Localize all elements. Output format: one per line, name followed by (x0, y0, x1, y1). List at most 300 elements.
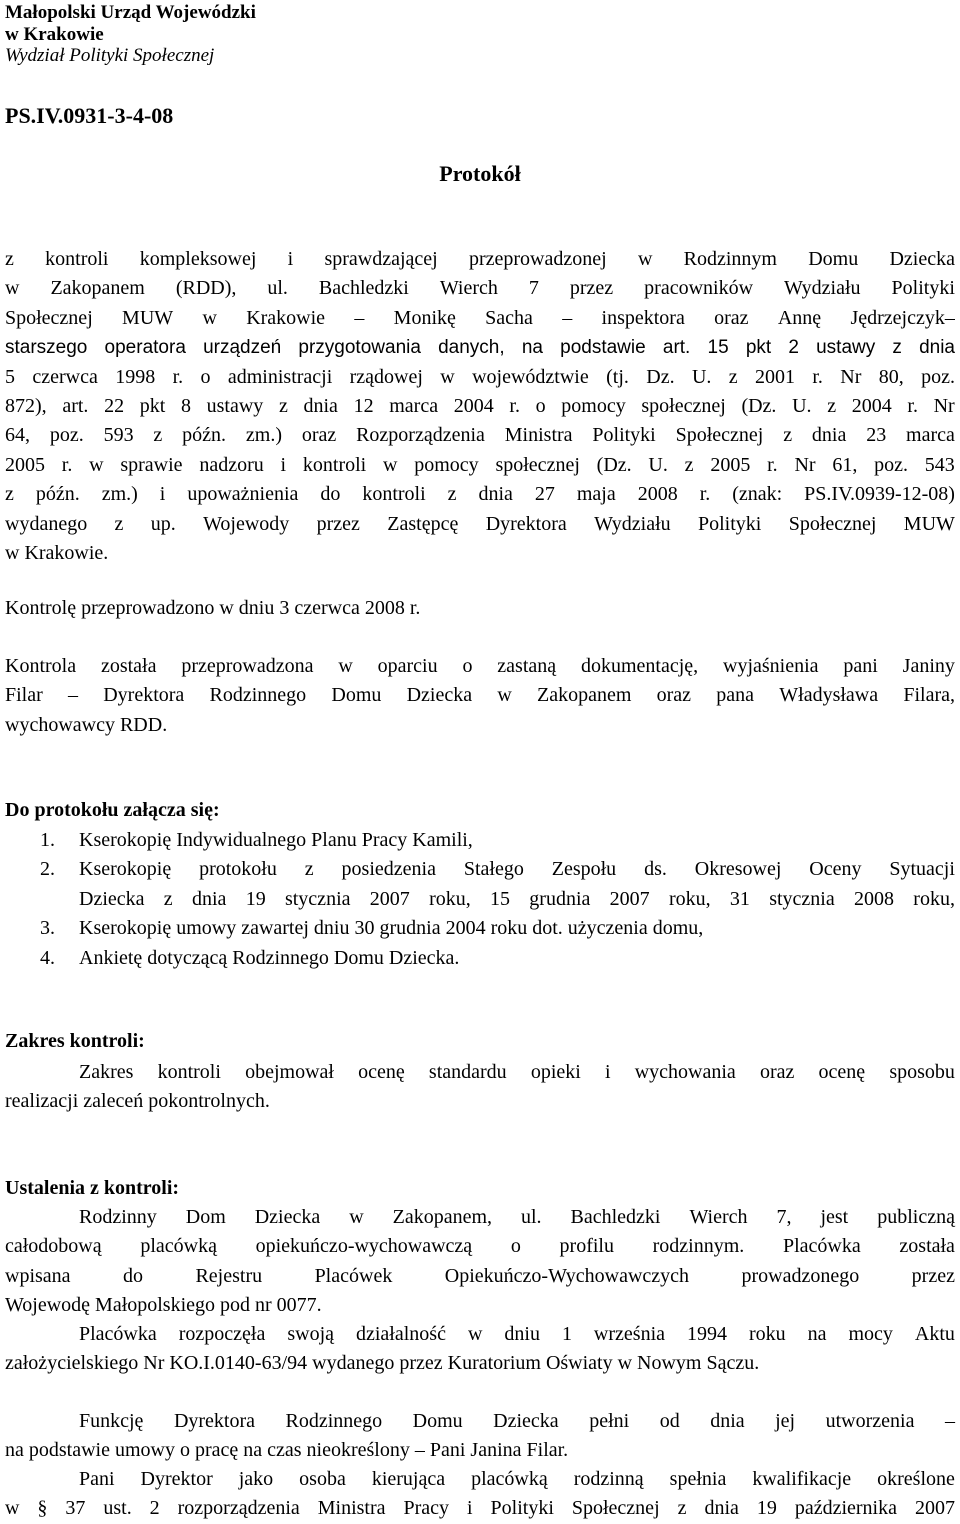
control-date (5, 594, 955, 623)
intro-line-text-word: dnia (478, 483, 513, 506)
intro-line-text-word: z (5, 483, 14, 506)
intro-line-text-word: 2 (788, 337, 799, 359)
intro-line-text-word: (znak: (732, 483, 783, 506)
list-item-text-word: z (163, 887, 173, 910)
intro-line-text-word: operatora (104, 337, 186, 359)
findings-line-text-word: Dziecka (254, 1206, 321, 1228)
intro-line-text-word: inspektora (601, 306, 685, 329)
intro-line-text-word: na (521, 337, 543, 359)
intro-line-text-word: przygotowania (298, 337, 421, 359)
scope-line-text-word: ocenę (358, 1061, 405, 1083)
list-item-text-word: 2008 (854, 887, 894, 910)
list-item-text: Ankietę dotyczącą Rodzinnego Domu Dziecka. (79, 946, 460, 969)
findings-line-text-word: Wierch (689, 1206, 748, 1228)
intro-line-text-word: i (159, 483, 166, 506)
intro-line-text-word: późn. (35, 483, 80, 506)
intro-line-text-word: późn. (182, 424, 227, 447)
list-item-text-word: stycznia (284, 887, 351, 910)
intro-line-text-word: przeprowadzonej (468, 248, 607, 270)
findings-line-text-word: osoba (299, 1468, 346, 1490)
intro-line-text-word: oraz (301, 424, 337, 447)
basis-line-text-word: oraz (656, 684, 692, 707)
intro-line-text-word: Społecznej (788, 512, 877, 535)
list-item-text-word: Stałego (463, 858, 524, 881)
basis-line-text-word: pana (716, 684, 755, 707)
intro-line (5, 304, 955, 333)
intro-line-text-word: Annę (777, 306, 822, 329)
list-item-number: 4. (40, 946, 55, 969)
intro-line-text-word: czerwca (32, 365, 98, 388)
intro-line-text-word: 872), (5, 395, 47, 418)
list-item (5, 944, 955, 973)
basis-line-text-word: Władysława (779, 684, 879, 707)
intro-line-text-word: Rozporządzenia (356, 424, 485, 447)
intro-line-text-word: 61, (832, 453, 858, 476)
intro-line-text-word: U. (648, 453, 668, 476)
basis-line: wychowawcy RDD. (5, 713, 168, 736)
attachments-list (5, 826, 955, 973)
list-item (5, 914, 955, 943)
findings-line-text-word: wpisana (5, 1264, 71, 1287)
findings-line-text-word: października (794, 1497, 897, 1520)
intro-line-text-word: rządowej (349, 365, 423, 388)
findings-line-text-word: Zakopanem, (392, 1206, 493, 1228)
intro-line-text-word: r. (812, 365, 823, 388)
findings-line-text-word: prowadzonego (741, 1264, 860, 1287)
intro-line-text-word: Dziecka (889, 248, 955, 270)
findings-line-text-word: 1 (561, 1323, 572, 1345)
intro-line-text-word: urządzeń (203, 337, 282, 359)
intro-line-text-word: art. (62, 395, 89, 418)
list-item-number: 1. (40, 829, 55, 851)
basis-line-text-word: Domu (331, 684, 382, 707)
findings-line-text-word: 19 (756, 1497, 777, 1520)
intro-line-text-word: sprawie (120, 453, 183, 476)
intro-paragraph (5, 245, 955, 568)
intro-line-text-word: poz. (49, 424, 84, 447)
list-item-text-word: 15 (490, 887, 511, 910)
department-name: Wydział Polityki Społecznej (5, 45, 215, 66)
list-item-line (79, 885, 955, 914)
intro-line (5, 363, 955, 392)
findings-line-text-word: Bachledzki (570, 1206, 661, 1228)
intro-line-text-word: r. (767, 453, 778, 476)
intro-line-text-word: 80, (878, 365, 904, 388)
list-item-text-word: Dziecka (79, 887, 145, 910)
findings-line-text-word: dniu (504, 1323, 540, 1345)
findings-line-text-word: Placówka (782, 1235, 861, 1258)
findings-line-text-word: jest (820, 1206, 849, 1228)
intro-line-text-word: Monikę (393, 306, 456, 329)
findings-line-text-word: do (123, 1264, 143, 1287)
findings-line-text-word: roku (748, 1323, 786, 1345)
basis-line-text-word: dokumentację, (580, 655, 699, 677)
scope-line: realizacji zaleceń pokontrolnych. (5, 1090, 270, 1113)
basis-line-text-word: Filara, (903, 684, 955, 707)
intro-line-text-word: U. (691, 365, 712, 388)
basis-line-text-word: została (100, 655, 157, 677)
basis-line-text-word: o (462, 655, 473, 677)
basis-line-text-word: Dyrektora (103, 684, 185, 707)
intro-line (5, 245, 955, 274)
scope-heading: Zakres kontroli: (5, 1030, 145, 1052)
list-item-text-word: grudnia (529, 887, 591, 910)
scope-line-text-word: obejmował (245, 1061, 334, 1083)
findings-line-text-word: Opiekuńczo-Wychowawczych (444, 1264, 690, 1287)
intro-line-text-word: kontroli (302, 453, 367, 476)
findings-line-text-word: Placówek (314, 1264, 393, 1287)
intro-line-text-word: w (637, 248, 653, 270)
basis-line-text-word: oparciu (377, 655, 438, 677)
intro-line-text-word: dnia (303, 395, 338, 418)
intro-line-text-word: pkt (745, 337, 772, 359)
findings-line-text-word: września (593, 1323, 665, 1345)
intro-line-text-word: społecznej (495, 453, 580, 476)
intro-line-text-word: r. (172, 365, 184, 388)
scope-paragraph (5, 1058, 955, 1117)
intro-line-text-word: – (354, 306, 365, 329)
findings-line-text-word: od (659, 1410, 680, 1432)
intro-line-text-word: Polityki (592, 424, 656, 447)
intro-line-text-word: i (280, 453, 287, 476)
intro-line-text-word: 64, (5, 424, 30, 447)
findings-line-text-word: Rodzinny (79, 1206, 157, 1228)
findings-line (5, 1494, 955, 1523)
findings-line-text-word: przez (911, 1264, 955, 1287)
intro-line (5, 421, 955, 450)
findings-line-text-word: dnia (704, 1497, 739, 1520)
list-item-text-word: 2007 (609, 887, 650, 910)
findings-line-text-word: w (349, 1206, 364, 1228)
findings-line-text-word: spełnia (669, 1468, 727, 1490)
document-title: Protokół (439, 161, 521, 186)
scope-line-text-word: wychowania (634, 1061, 736, 1083)
findings-line-text-word: swoją (287, 1323, 335, 1345)
findings-line-text-word: 37 (65, 1497, 86, 1520)
intro-line-text-word: kontroli (45, 248, 109, 270)
intro-line-text-word: 1998 (115, 365, 156, 388)
findings-line-text-word: profilu (559, 1235, 614, 1258)
intro-line-text-word: 7 (528, 277, 539, 300)
intro-line-text-word: 543 (924, 453, 955, 476)
findings-line-text-word: jako (238, 1468, 274, 1490)
intro-line-text-word: Dz. (646, 365, 675, 388)
intro-line-text-word: Nr (794, 453, 816, 476)
intro-line-text-word: Wierch (439, 277, 498, 300)
basis-line-text-word: Janiny (902, 655, 955, 677)
intro-line-text-word: wydanego (5, 512, 88, 535)
findings-line-text-word: § (37, 1497, 48, 1520)
intro-line-text-word: z (278, 395, 288, 418)
basis-line-text-word: Rodzinnego (209, 684, 307, 707)
scope-line-text-word: i (604, 1061, 611, 1083)
findings-line-text-word: całodobową (5, 1235, 102, 1258)
intro-line-text-word: r. (61, 453, 73, 476)
intro-line (5, 392, 955, 421)
intro-line-text-word: kompleksowej (139, 248, 257, 270)
findings-line-text-word: ust. (103, 1497, 132, 1520)
intro-line-text-word: o (200, 365, 211, 388)
intro-line-text-word: Zakopanem (50, 277, 145, 300)
intro-line-text-word: do (320, 483, 341, 506)
findings-line-text-word: 1994 (686, 1323, 727, 1345)
scope-line-text-word: kontroli (157, 1061, 221, 1083)
intro-line-text-word: pkt (139, 395, 166, 418)
intro-line-text-word: społecznej (641, 395, 726, 418)
findings-line (5, 1232, 955, 1261)
intro-line-text-word: dnia (919, 337, 955, 359)
findings-line-text-word: Dyrektor (140, 1468, 213, 1490)
findings-paragraph-4 (5, 1465, 955, 1524)
basis-line-text-word: przeprowadzona (181, 655, 314, 677)
scope-line (5, 1058, 955, 1087)
intro-line-text-word: 12 (353, 395, 374, 418)
list-item-text-word: roku, (913, 887, 955, 910)
basis-line-text-word: – (68, 684, 78, 707)
findings-line-text-word: Domu (412, 1410, 463, 1432)
list-item-number: 2. (40, 858, 55, 881)
intro-line (5, 274, 955, 303)
intro-line-text-word: i (287, 248, 294, 270)
intro-line-text-word: z (114, 512, 124, 535)
list-item-text-word: Oceny (809, 858, 862, 881)
intro-line-text-word: pracowników (644, 277, 754, 300)
intro-line-text-word: 2005 (5, 453, 45, 476)
intro-line-text-word: MUW (903, 512, 955, 535)
findings-line-text-word: opiekuńczo-wychowawczą (255, 1235, 473, 1258)
intro-line-text-word: ul. (267, 277, 288, 300)
intro-line-text-word: w (5, 277, 20, 300)
findings-line: na podstawie umowy o pracę na czas nieokreślony – Pani Janina Filar. (5, 1439, 569, 1462)
intro-line (5, 480, 955, 509)
list-item-text: Kserokopię Indywidualnego Planu Pracy Kamili, (79, 829, 473, 851)
intro-line-text-word: Domu (808, 248, 859, 270)
list-item (5, 855, 955, 914)
intro-line-text-word: PS.IV.0939-12-08) (804, 483, 955, 506)
findings-line-text-word: 7, (776, 1206, 792, 1228)
list-item-text-word: protokołu (199, 858, 277, 881)
findings-line-text-word: ul. (521, 1206, 542, 1228)
scope-line-text-word: standardu (428, 1061, 507, 1083)
control-date-text: Kontrolę przeprowadzono w dniu 3 czerwca 2008 r. (5, 597, 421, 619)
scope-line-text-word: oraz (759, 1061, 795, 1083)
findings-line-text-word: Społecznej (571, 1497, 660, 1520)
findings-line-text-word: Dziecka (493, 1410, 559, 1432)
scope-line-text-word: ocenę (818, 1061, 866, 1083)
intro-line-text-word: Krakowie (246, 306, 326, 329)
findings-line-text-word: pełni (589, 1410, 630, 1432)
intro-line-text-word: z (827, 395, 837, 418)
findings-line-text-word: i (467, 1497, 473, 1520)
intro-line-text-word: (tj. (606, 365, 629, 388)
intro-line-text-word: pomocy (561, 395, 626, 418)
list-item-text-word: 19 (245, 887, 266, 910)
intro-line-text-word: oraz (714, 306, 749, 329)
intro-line-text-word: Nr (933, 395, 955, 418)
findings-line-text-word: na (807, 1323, 827, 1345)
list-item-text-word: 2007 (369, 887, 410, 910)
intro-line-text-word: danych, (438, 337, 505, 359)
findings-line-text-word: utworzenia (825, 1410, 915, 1432)
findings-line-text-word: Rejestru (195, 1264, 263, 1287)
intro-line-text-word: z (783, 424, 793, 447)
intro-line-text-word: sprawdzającej (324, 248, 438, 270)
intro-line-text-word: 5 (5, 365, 15, 388)
findings-line (5, 1203, 955, 1232)
intro-line (5, 451, 955, 480)
findings-line: Wojewodę Małopolskiego pod nr 0077. (5, 1294, 322, 1317)
intro-line-text-word: Społecznej (675, 424, 764, 447)
findings-line-text-word: rodzinnym. (652, 1235, 745, 1258)
findings-line-text-word: rozporządzenia (177, 1497, 300, 1520)
findings-line-text-word: 2 (149, 1497, 160, 1520)
list-item-text-word: Okresowej (694, 858, 782, 881)
intro-line-text-word: zm.) (245, 424, 282, 447)
intro-line-text-word: z (447, 483, 457, 506)
basis-line-text-word: zastaną (497, 655, 557, 677)
intro-line-text-word: maja (576, 483, 616, 506)
intro-line-text-word: 593 (103, 424, 134, 447)
list-item-text-word: roku, (668, 887, 711, 910)
intro-line-text-word: Ministra (504, 424, 573, 447)
intro-line-text-word: 2004 (851, 395, 892, 418)
intro-line-text-word: kontroli (362, 483, 426, 506)
intro-line-text-word: 8 (180, 395, 191, 418)
list-item (5, 826, 955, 855)
list-item-text-word: Kserokopię (79, 858, 172, 881)
findings-line-text-word: placówką (471, 1468, 548, 1490)
intro-line-text-word: 2001 (755, 365, 795, 388)
findings-line-text-word: Aktu (914, 1323, 955, 1345)
intro-line-text-word: dnia (811, 424, 847, 447)
intro-line-text-word: z (5, 248, 14, 270)
list-item-text-word: dnia (191, 887, 227, 910)
findings-line-text-word: Funkcję (79, 1410, 144, 1432)
list-item-text-word: 31 (729, 887, 750, 910)
list-item-text-word: roku, (429, 887, 471, 910)
intro-line-text-word: (RDD), (175, 277, 237, 300)
basis-line-text-word: pani (843, 655, 878, 677)
intro-line-text-word: upoważnienia (187, 483, 299, 506)
attachments-heading: Do protokołu załącza się: (5, 799, 220, 821)
intro-line-text-word: w (202, 306, 217, 329)
findings-line-text-word: Dom (185, 1206, 226, 1228)
office-city: w Krakowie (5, 23, 104, 45)
findings-line-text-word: – (944, 1410, 955, 1432)
intro-line-text-word: przez (316, 512, 360, 535)
intro-line-text-word: marca (906, 424, 955, 447)
findings-line-text-word: Ministra (317, 1497, 386, 1520)
findings-line (5, 1262, 955, 1291)
intro-line-text-word: 23 (866, 424, 887, 447)
findings-line-text-word: 2007 (914, 1497, 955, 1520)
findings-line-text-word: mocy (848, 1323, 893, 1345)
findings-line-text-word: działalność (356, 1323, 446, 1345)
intro-line-text-word: Wydziału (784, 277, 861, 300)
intro-line-text-word: o (535, 395, 546, 418)
basis-line-text-word: Dziecka (406, 684, 473, 707)
intro-line-text-word: Rodzinnym (683, 248, 777, 270)
basis-line-text-word: w (338, 655, 353, 677)
basis-line (5, 681, 955, 710)
intro-line (5, 510, 955, 539)
findings-line-text-word: dnia (710, 1410, 745, 1432)
intro-line-text-word: 2004 (453, 395, 494, 418)
intro-line-text-word: Bachledzki (318, 277, 409, 300)
findings-line (5, 1320, 955, 1349)
findings-line-text-word: jej (775, 1410, 796, 1432)
intro-line-text-word: poz. (921, 365, 955, 388)
intro-line-text-word: r. (509, 395, 520, 418)
intro-line-text-word: Dyrektora (485, 512, 567, 535)
findings-line (5, 1465, 955, 1494)
intro-line-text-word: w (383, 453, 398, 476)
intro-line-text-word: 22 (104, 395, 125, 418)
basis-paragraph (5, 652, 955, 740)
intro-line-text-word: województwie (472, 365, 589, 388)
list-item-number: 3. (40, 917, 55, 940)
findings-paragraph-3 (5, 1407, 955, 1466)
intro-line-text-word: Polityki (891, 277, 955, 300)
intro-line-text-word: Zastępcę (387, 512, 459, 535)
list-item-text-word: stycznia (769, 887, 835, 910)
intro-line-text-word: art. (662, 337, 691, 359)
intro-line-text-word: r. (907, 395, 918, 418)
findings-line-text-word: placówką (140, 1235, 217, 1258)
intro-line-text-word: z (684, 453, 694, 476)
intro-line-text-word: nadzoru (199, 453, 264, 476)
intro-line: w Krakowie. (5, 542, 109, 565)
scope-line-text-word: opieki (530, 1061, 581, 1083)
findings-line-text-word: publiczną (877, 1206, 955, 1228)
reference-number: PS.IV.0931-3-4-08 (5, 103, 174, 128)
findings-line-text-word: rozpoczęła (178, 1323, 266, 1345)
intro-line-text-word: w (440, 365, 455, 388)
findings-line-text-word: Pani (79, 1468, 115, 1490)
list-item-line (79, 855, 955, 884)
findings-line-text-word: o (510, 1235, 521, 1258)
findings-line (5, 1407, 955, 1436)
intro-line-text-word: Polityki (698, 512, 762, 535)
intro-line-text-word: Wydziału (594, 512, 671, 535)
intro-line-text-word: przez (569, 277, 614, 300)
list-item-text: Kserokopię umowy zawartej dniu 30 grudnia 2004 roku dot. użyczenia domu, (79, 917, 704, 940)
list-item-text-word: Sytuacji (889, 858, 955, 881)
office-name: Małopolski Urząd Wojewódzki (5, 2, 256, 23)
list-item-text-word: Zespołu (551, 858, 617, 881)
list-item-text-word: posiedzenia (341, 858, 436, 881)
findings-paragraph-2 (5, 1320, 955, 1379)
letterhead (5, 2, 256, 67)
intro-line-text-word: up. (150, 512, 176, 535)
findings-line-text-word: Dyrektora (173, 1410, 256, 1432)
intro-line-text-word: Społecznej (5, 306, 93, 329)
scope-line-text-word: Zakres (79, 1061, 134, 1083)
intro-line-text-word: z (892, 337, 902, 359)
basis-line-text-word: Filar (5, 684, 43, 707)
intro-line-text-word: 15 (707, 337, 729, 359)
findings-line-text-word: określone (877, 1468, 955, 1490)
basis-line-text-word: Zakopanem (537, 684, 632, 707)
intro-line-text-word: 2008 (637, 483, 678, 506)
intro-line-text-word: ustawy (206, 395, 264, 418)
intro-line-text-word: zm.) (101, 483, 138, 506)
intro-line-text-word: Wojewody (203, 512, 290, 535)
list-item-text-word: z (304, 858, 314, 881)
intro-line-text-word: U. (792, 395, 812, 418)
basis-line-text-word: w (497, 684, 512, 707)
intro-line-text-word: podstawie (560, 337, 646, 359)
